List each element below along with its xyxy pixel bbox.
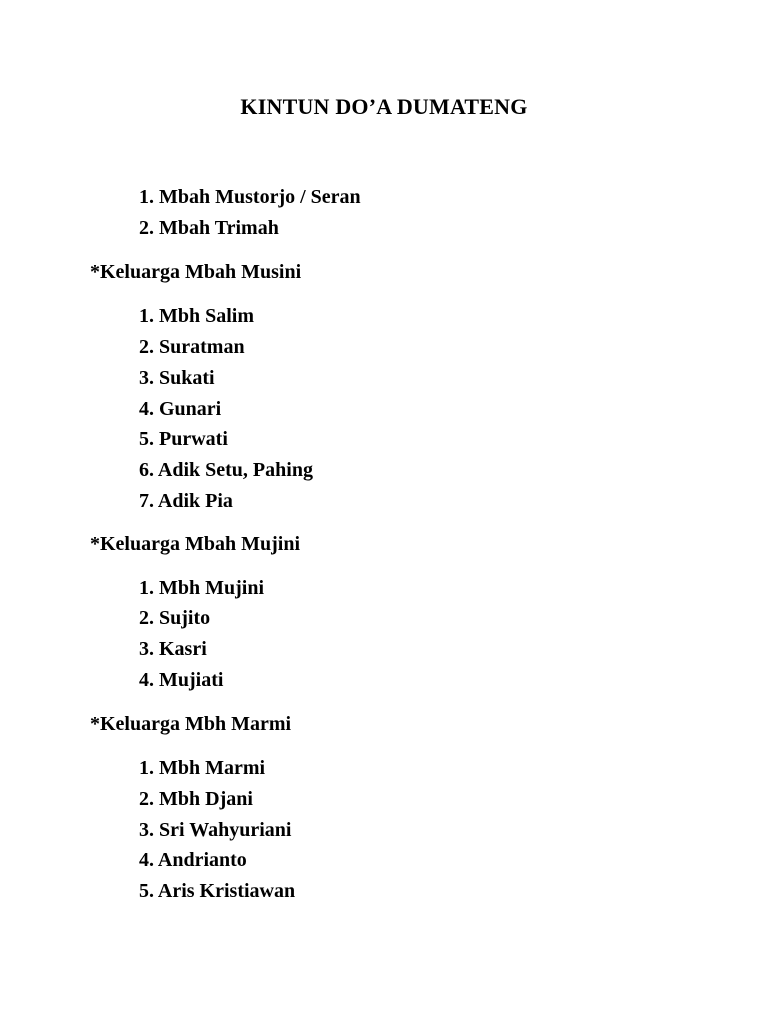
list-item: 2. Suratman — [139, 336, 245, 358]
list-item: 1. Mbh Marmi — [139, 757, 266, 779]
list-item: 5. Aris Kristiawan — [139, 880, 296, 902]
section-heading: *Keluarga Mbh Marmi — [90, 713, 292, 735]
list-item: 2. Sujito — [139, 607, 211, 629]
list-item: 4. Mujiati — [139, 669, 224, 691]
list-item: 1. Mbah Mustorjo / Seran — [139, 186, 361, 208]
list-item: 6. Adik Setu, Pahing — [139, 459, 313, 481]
list-item: 2. Mbh Djani — [139, 788, 253, 810]
list-item: 4. Andrianto — [139, 849, 247, 871]
list-item: 5. Purwati — [139, 428, 228, 450]
list-item: 3. Kasri — [139, 638, 207, 660]
list-item: 4. Gunari — [139, 398, 222, 420]
list-item: 1. Mbh Salim — [139, 305, 255, 327]
list-item: 3. Sri Wahyuriani — [139, 819, 292, 841]
list-item: 2. Mbah Trimah — [139, 217, 279, 239]
document-title: KINTUN DO’A DUMATENG — [240, 94, 528, 119]
list-item: 1. Mbh Mujini — [139, 577, 265, 599]
section-heading: *Keluarga Mbah Musini — [90, 261, 302, 283]
list-item: 3. Sukati — [139, 367, 215, 389]
list-item: 7. Adik Pia — [139, 490, 233, 512]
section-heading: *Keluarga Mbah Mujini — [90, 533, 301, 555]
